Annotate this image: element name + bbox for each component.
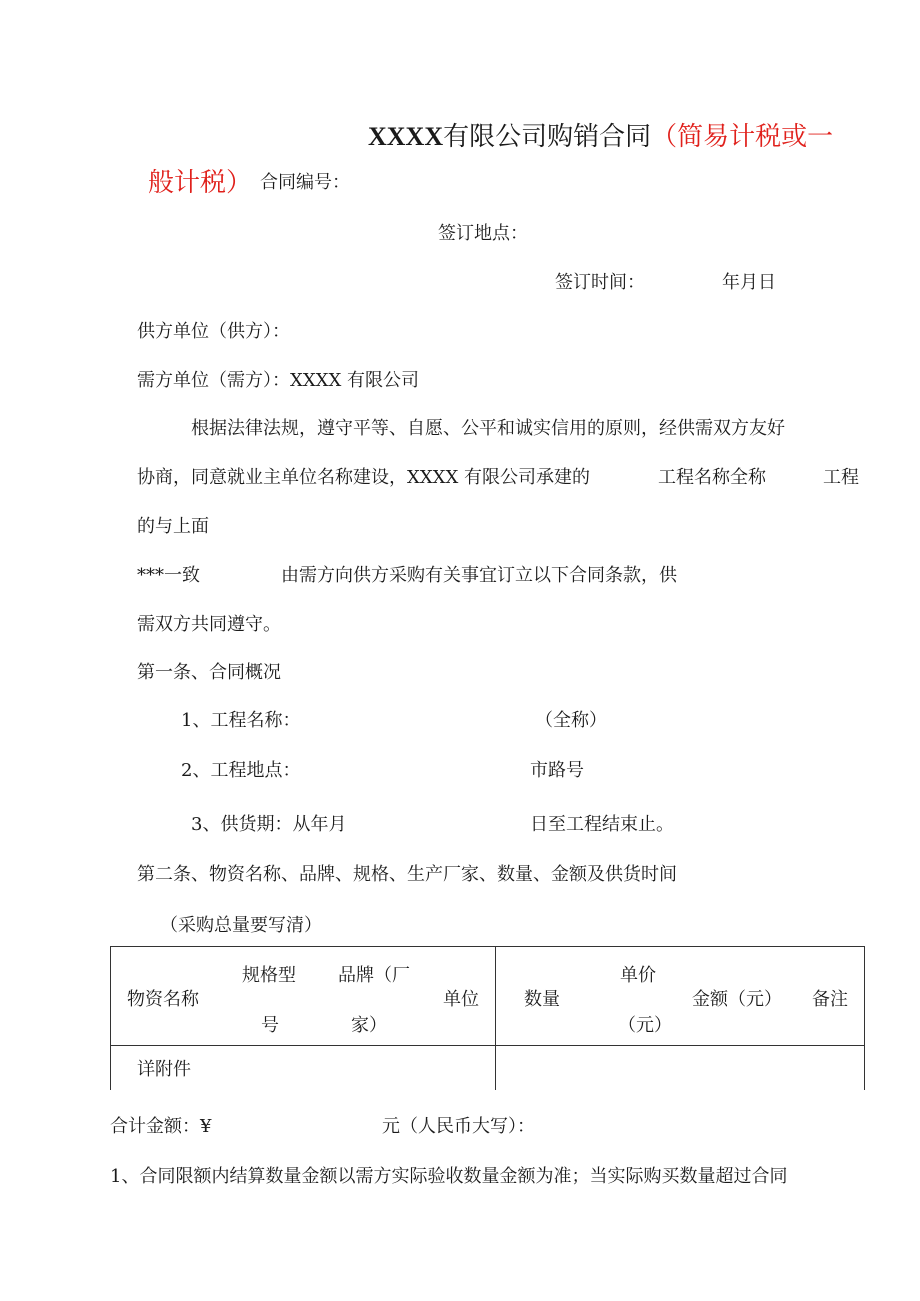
intro-line-4b: 由需方向供方采购有关事宜订立以下合同条款，供 bbox=[281, 565, 677, 586]
col-header-price-1: 单价 bbox=[620, 965, 656, 986]
intro-line-1: 根据法律法规，遵守平等、自愿、公平和诚实信用的原则，经供需双方友好 bbox=[191, 418, 785, 439]
title-red-note-2: 般计税） bbox=[148, 168, 253, 198]
contract-title bbox=[368, 116, 833, 153]
sign-time-label: 签订时间： bbox=[555, 272, 645, 293]
clause-1: 1、合同限额内结算数量金额以需方实际验收数量金额为准；当实际购买数量超过合同 bbox=[110, 1166, 788, 1187]
article1-title: 第一条、合同概况 bbox=[137, 662, 281, 683]
col-header-price-2: （元） bbox=[618, 1015, 672, 1036]
col-header-spec-1: 规格型 bbox=[242, 965, 296, 986]
article2-note: （采购总量要写清） bbox=[160, 915, 322, 936]
col-header-brand-1: 品牌（厂 bbox=[338, 965, 410, 986]
contract-number-label: 合同编号： bbox=[260, 172, 351, 193]
goods-table bbox=[110, 946, 865, 1090]
article1-item2-value: 市路号 bbox=[530, 760, 584, 781]
intro-line-2b: 工程名称全称 bbox=[658, 467, 766, 488]
table-cell-attachment: 详附件 bbox=[111, 1046, 496, 1091]
col-header-amount: 金额（元） bbox=[692, 989, 782, 1010]
goods-table-header-row bbox=[111, 947, 865, 1046]
col-header-remark: 备注 bbox=[812, 989, 848, 1010]
col-header-spec-2: 号 bbox=[261, 1015, 279, 1036]
intro-line-4a: ***一致 bbox=[137, 565, 200, 586]
col-header-brand-2: 家） bbox=[351, 1015, 387, 1036]
sign-place-label: 签订地点： bbox=[438, 223, 528, 244]
goods-table-header-right bbox=[496, 947, 865, 1046]
article1-item1-value: （全称） bbox=[535, 710, 607, 731]
supplier-label: 供方单位（供方）： bbox=[137, 321, 290, 342]
col-header-qty: 数量 bbox=[524, 989, 560, 1010]
col-header-name: 物资名称 bbox=[127, 989, 199, 1010]
title-company-prefix: XXXX bbox=[368, 122, 444, 151]
article1-item3-value: 日至工程结束止。 bbox=[530, 814, 674, 835]
title-line2 bbox=[148, 162, 350, 199]
table-row bbox=[111, 1046, 865, 1091]
total-amount-words-label: 元（人民币大写）： bbox=[382, 1116, 535, 1137]
article1-item1-label: 1、工程名称： bbox=[181, 710, 301, 731]
title-main-text: 有限公司购销合同 bbox=[443, 122, 652, 152]
intro-line-2a: 协商，同意就业主单位名称建设，XXXX 有限公司承建的 bbox=[137, 467, 590, 488]
intro-line-5: 需双方共同遵守。 bbox=[137, 614, 281, 635]
intro-line-3: 的与上面 bbox=[137, 516, 209, 537]
goods-table-header-left bbox=[111, 947, 496, 1046]
article2-title: 第二条、物资名称、品牌、规格、生产厂家、数量、金额及供货时间 bbox=[137, 864, 677, 885]
col-header-unit: 单位 bbox=[443, 989, 479, 1010]
article1-item3-label: 3、供货期：从年月 bbox=[191, 814, 347, 835]
table-cell-empty bbox=[496, 1046, 865, 1091]
article1-item2-label: 2、工程地点： bbox=[181, 760, 301, 781]
buyer-label: 需方单位（需方）：XXXX 有限公司 bbox=[137, 370, 419, 391]
sign-time-date: 年月日 bbox=[722, 272, 776, 293]
intro-line-2c: 工程 bbox=[823, 467, 859, 488]
title-red-note-1: （简易计税或一 bbox=[651, 122, 834, 152]
total-amount-label: 合计金额：¥ bbox=[110, 1116, 212, 1137]
